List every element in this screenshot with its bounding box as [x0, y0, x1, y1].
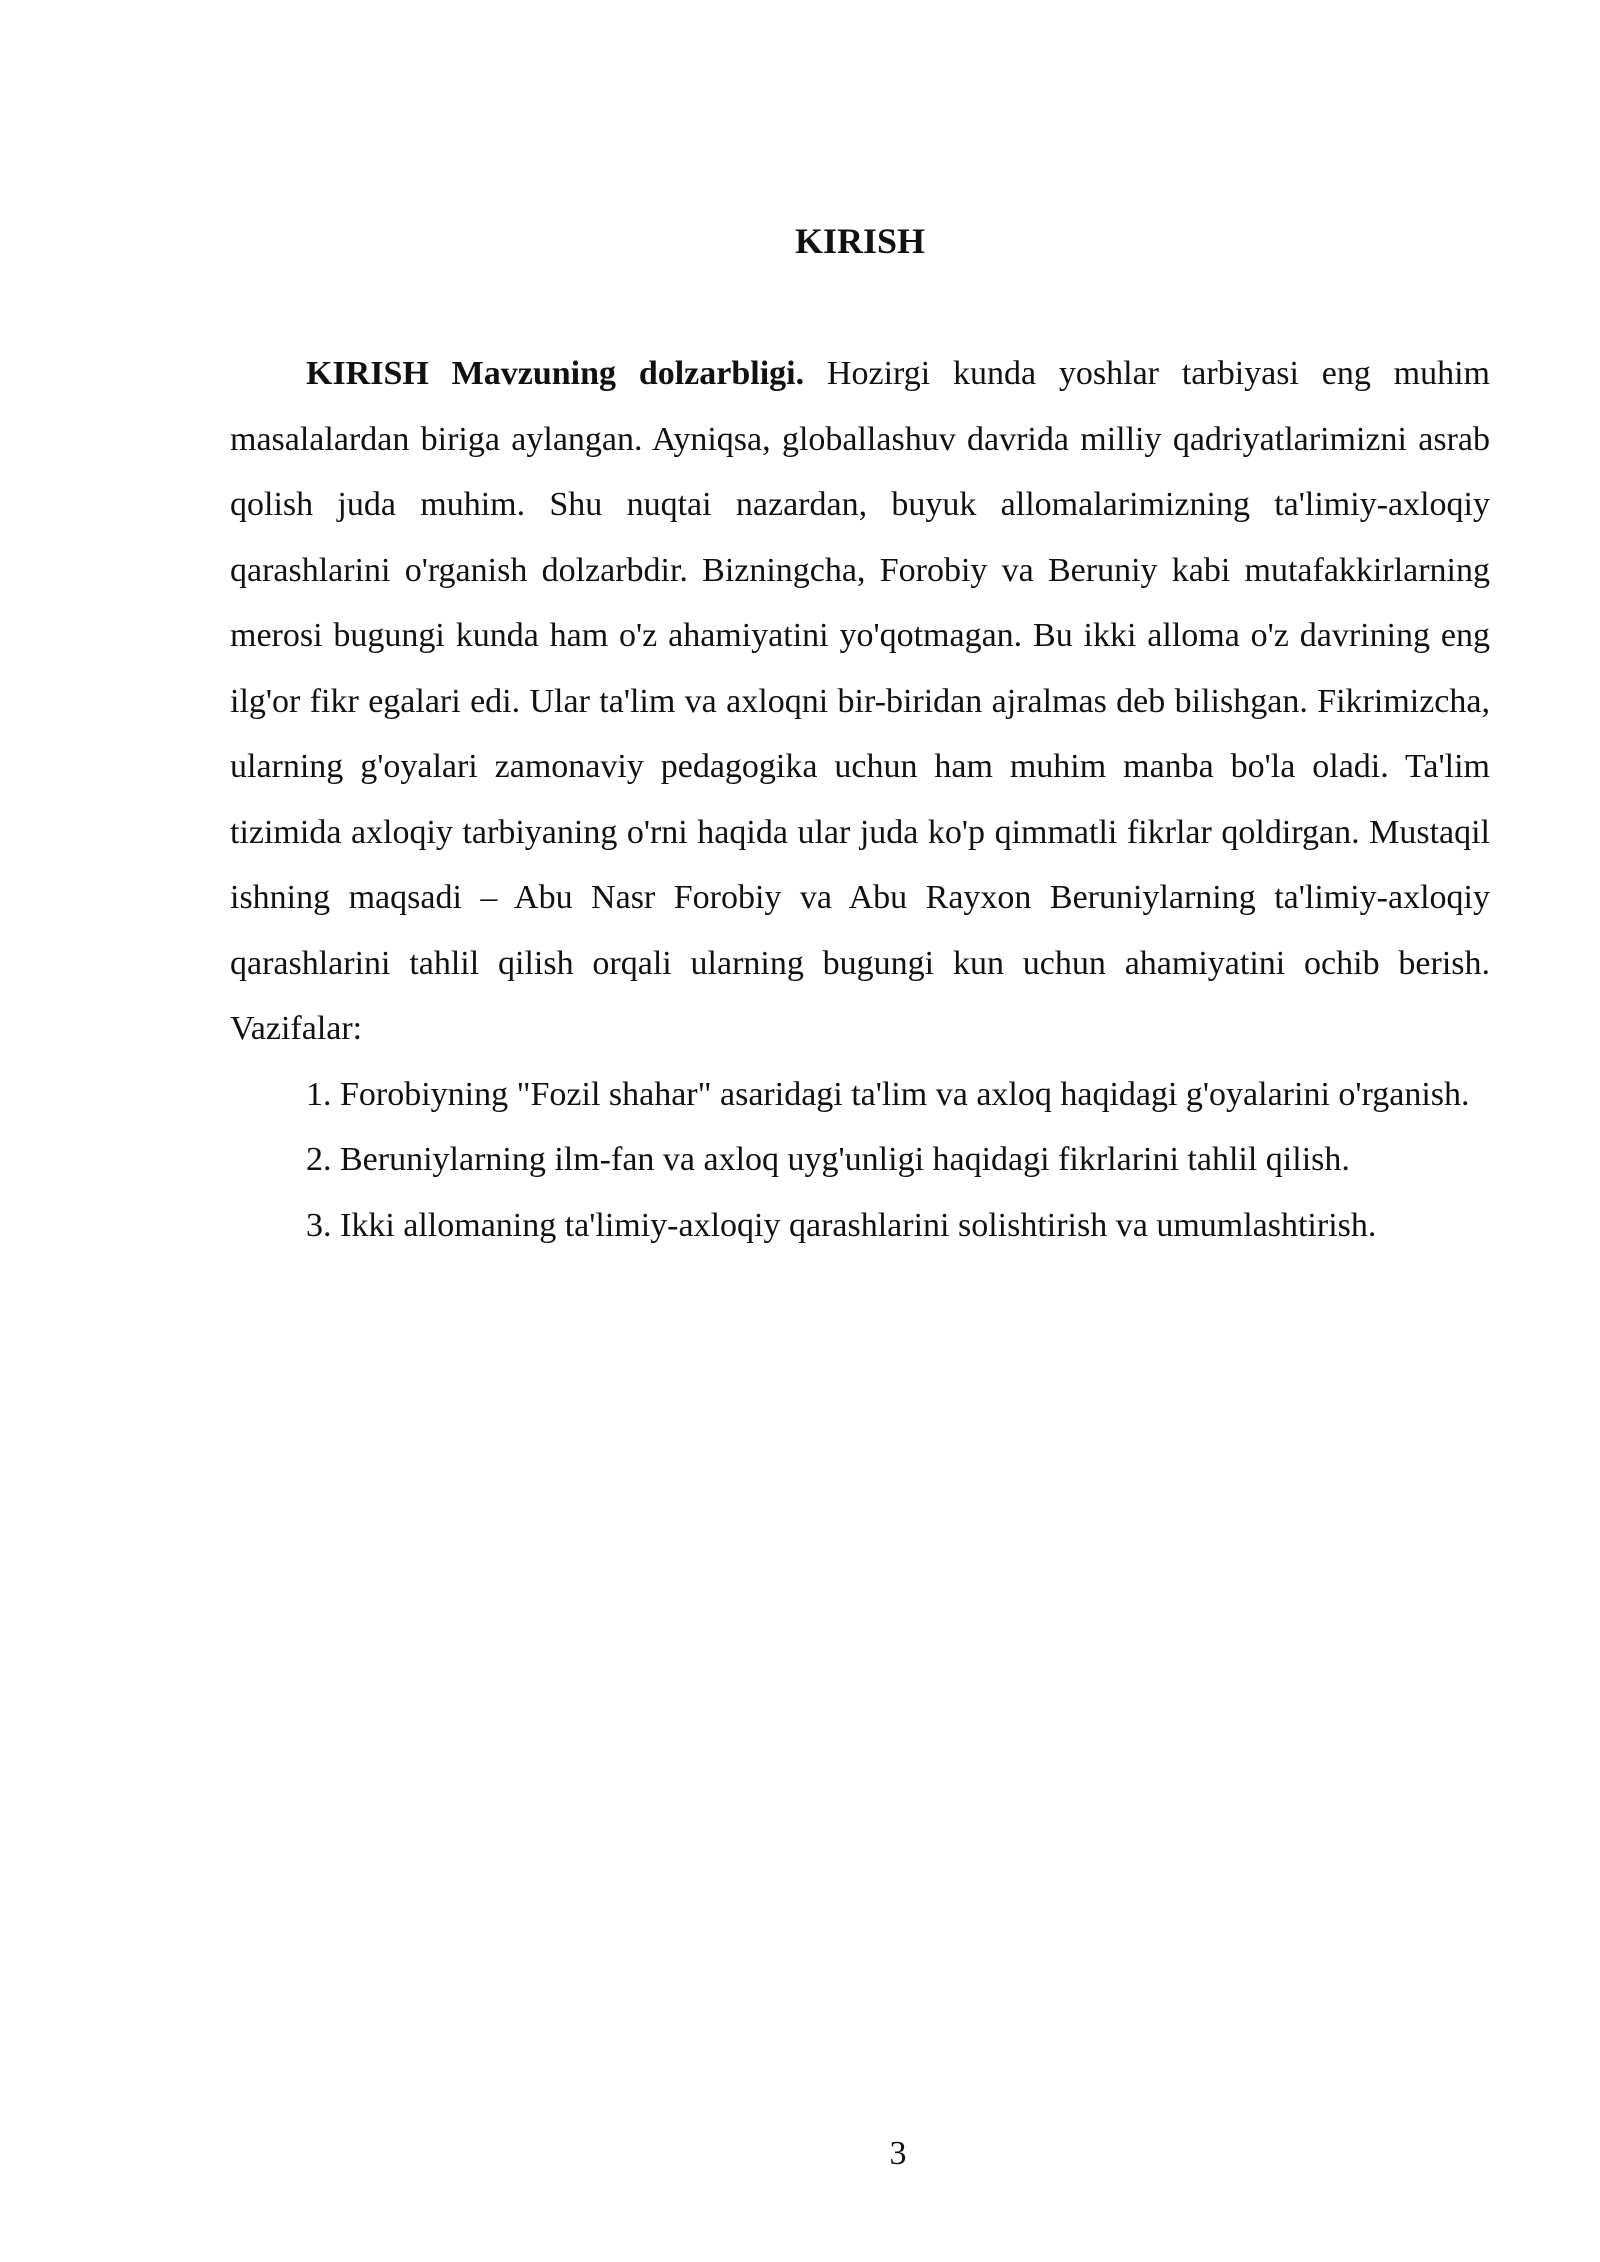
- page-title: KIRISH: [794, 221, 926, 261]
- intro-text: Hozirgi kunda yoshlar tarbiyasi eng muhim masalalardan biriga aylangan. Ayniqsa, globallashuv davrida milliy qadriyatlarimizni asrab qolish juda muhim. Shu nuqtai nazardan, buyuk allomalarimizning ta'limiy-axloqiy qarashlarini o'rganish dolzarbdir. Bizningcha, Forobiy va Beruniy kabi mutafakkirlarning merosi bugungi kunda ham o'z ahamiyatini yo'qotmagan. Bu ikki alloma o'z davrining eng ilg'or fikr egalari edi. Ular ta'lim va axloqni bir-biridan ajralmas deb bilishgan. Fikrimizcha, ularning g'oyalari zamonaviy pedagogika uchun ham muhim manba bo'la oladi. Ta'lim tizimida axloqiy tarbiyaning o'rni haqida ular juda ko'p qimmatli fikrlar qoldirgan. Mustaqil ishning maqsadi – Abu Nasr Forobiy va Abu Rayxon Beruniylarning ta'limiy-axloqiy qarashlarini tahlil qilish orqali ularning bugungi kun uchun ahamiyatini ochib berish. Vazifalar:: [230, 355, 1490, 1047]
- task-item-2: 2. Beruniylarning ilm-fan va axloq uyg'unligi haqidagi fikrlarini tahlil qilish.: [306, 1141, 1350, 1178]
- task-item-1: 1. Forobiyning "Fozil shahar" asaridagi ta'lim va axloq haqidagi g'oyalarini o'rganish.: [306, 1075, 1470, 1113]
- page-number: 3: [889, 2135, 907, 2172]
- intro-paragraph: [230, 341, 1490, 1062]
- task-item-3: 3. Ikki allomaning ta'limiy-axloqiy qarashlarini solishtirish va umumlashtirish.: [306, 1206, 1377, 1244]
- intro-lead: KIRISH Mavzuning dolzarbligi.: [306, 355, 805, 392]
- body-text: [230, 341, 1490, 1258]
